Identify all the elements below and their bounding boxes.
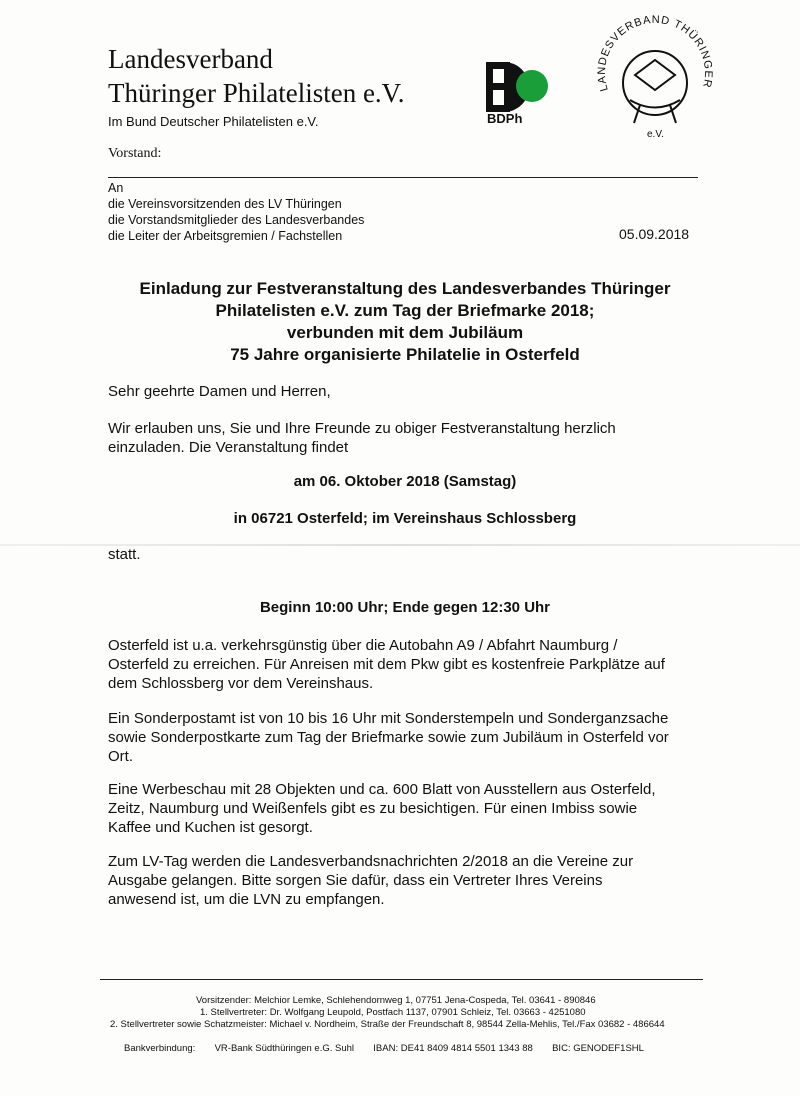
recipient-block xyxy=(108,180,364,244)
bdph-logo-text: BDPh xyxy=(487,111,523,124)
text-line: Zeitz, Naumburg und Weißenfels gibt es zu besichtigen. Für einen Imbiss sowie xyxy=(108,800,638,817)
title-line: verbunden mit dem Jubiläum xyxy=(286,323,524,342)
recipient-line: die Vorstandsmitglieder des Landesverbandes xyxy=(108,213,365,227)
text-line: Ausgabe gelangen. Bitte sorgen Sie dafür, dass ein Vertreter Ihres Vereins xyxy=(108,872,603,889)
title-line: Philatelisten e.V. zum Tag der Briefmarke 2018; xyxy=(215,301,595,320)
text-line: anwesend ist, um die LVN zu empfangen. xyxy=(108,891,385,908)
footer-deputy1: 1. Stellvertreter: Dr. Wolfgang Leupold, Postfach 1137, 07901 Schleiz, Tel. 03663 - 4251080 xyxy=(200,1007,586,1018)
intro-paragraph xyxy=(108,419,708,457)
org-name-line1: Landesverband xyxy=(108,44,273,74)
paragraph-postoffice xyxy=(108,709,708,766)
event-date: am 06. Oktober 2018 (Samstag) xyxy=(293,473,517,490)
footer-deputy2: 2. Stellvertreter sowie Schatzmeister: Michael v. Nordheim, Straße der Freundschaft 8, 98544 Zella-Mehlis, Tel./Fax 03682 - 486644 xyxy=(110,1019,665,1030)
org-subtitle: Im Bund Deutscher Philatelisten e.V. xyxy=(108,114,319,129)
salutation: Sehr geehrte Damen und Herren, xyxy=(108,383,331,400)
bank-name: VR-Bank Südthüringen e.G. Suhl xyxy=(214,1043,355,1054)
text-line: Osterfeld ist u.a. verkehrsgünstig über die Autobahn A9 / Abfahrt Naumburg / xyxy=(108,637,618,654)
bdph-logo xyxy=(486,62,552,124)
letter-date: 05.09.2018 xyxy=(619,226,690,242)
text-line: Ein Sonderpostamt ist von 10 bis 16 Uhr mit Sonderstempeln und Sonderganzsache xyxy=(108,710,669,727)
title-line: 75 Jahre organisierte Philatelie in Osterfeld xyxy=(230,345,580,364)
text-line: Osterfeld zu erreichen. Für Anreisen mit dem Pkw gibt es kostenfreie Parkplätze auf xyxy=(108,656,665,673)
board-label: Vorstand: xyxy=(108,146,162,161)
org-name-line2: Thüringer Philatelisten e.V. xyxy=(108,78,405,108)
footer-chair: Vorsitzender: Melchior Lemke, Schlehendornweg 1, 07751 Jena-Cospeda, Tel. 03641 - 890846 xyxy=(196,995,596,1006)
text-line: dem Schlossberg vor dem Vereinshaus. xyxy=(108,675,374,692)
text-line: Zum LV-Tag werden die Landesverbandsnachrichten 2/2018 an die Vereine zur xyxy=(108,853,634,870)
seal-text: LANDESVERBAND THÜRINGER xyxy=(595,15,715,93)
svg-text:LANDESVERBAND THÜRINGER PHILAT xyxy=(590,15,714,94)
statt-text: statt. xyxy=(108,546,141,563)
text-line: sowie Sonderpostkarte zum Tag der Briefmarke sowie zum Jubiläum in Osterfeld vor xyxy=(108,729,669,746)
title-line: Einladung zur Festveranstaltung des Landesverbandes Thüringer xyxy=(139,279,671,298)
event-place: in 06721 Osterfeld; im Vereinshaus Schlossberg xyxy=(233,510,577,527)
recipient-line: An xyxy=(108,181,124,195)
text-line: Ort. xyxy=(108,748,133,765)
event-time: Beginn 10:00 Uhr; Ende gegen 12:30 Uhr xyxy=(259,599,551,616)
footer-divider xyxy=(100,979,703,980)
paragraph-lv-tag xyxy=(108,852,708,909)
recipient-line: die Leiter der Arbeitsgremien / Fachstellen xyxy=(108,229,343,243)
paragraph-directions xyxy=(108,636,708,693)
header-divider xyxy=(108,177,698,178)
association-seal xyxy=(590,15,720,145)
letter-title xyxy=(100,278,710,366)
text-line: Wir erlauben uns, Sie und Ihre Freunde zu obiger Festveranstaltung herzlich xyxy=(108,420,616,437)
seal-ev: e.V. xyxy=(647,129,664,140)
recipient-line: die Vereinsvorsitzenden des LV Thüringen xyxy=(108,197,342,211)
bank-bic: BIC: GENODEF1SHL xyxy=(552,1043,644,1054)
footer-bank xyxy=(124,1042,644,1055)
text-line: Eine Werbeschau mit 28 Objekten und ca. 600 Blatt von Ausstellern aus Osterfeld, xyxy=(108,781,656,798)
bank-label: Bankverbindung: xyxy=(124,1043,196,1054)
text-line: Kaffee und Kuchen ist gesorgt. xyxy=(108,819,313,836)
text-line: einzuladen. Die Veranstaltung findet xyxy=(108,439,349,456)
paragraph-exhibition xyxy=(108,780,708,837)
bank-iban: IBAN: DE41 8409 4814 5501 1343 88 xyxy=(373,1043,533,1054)
